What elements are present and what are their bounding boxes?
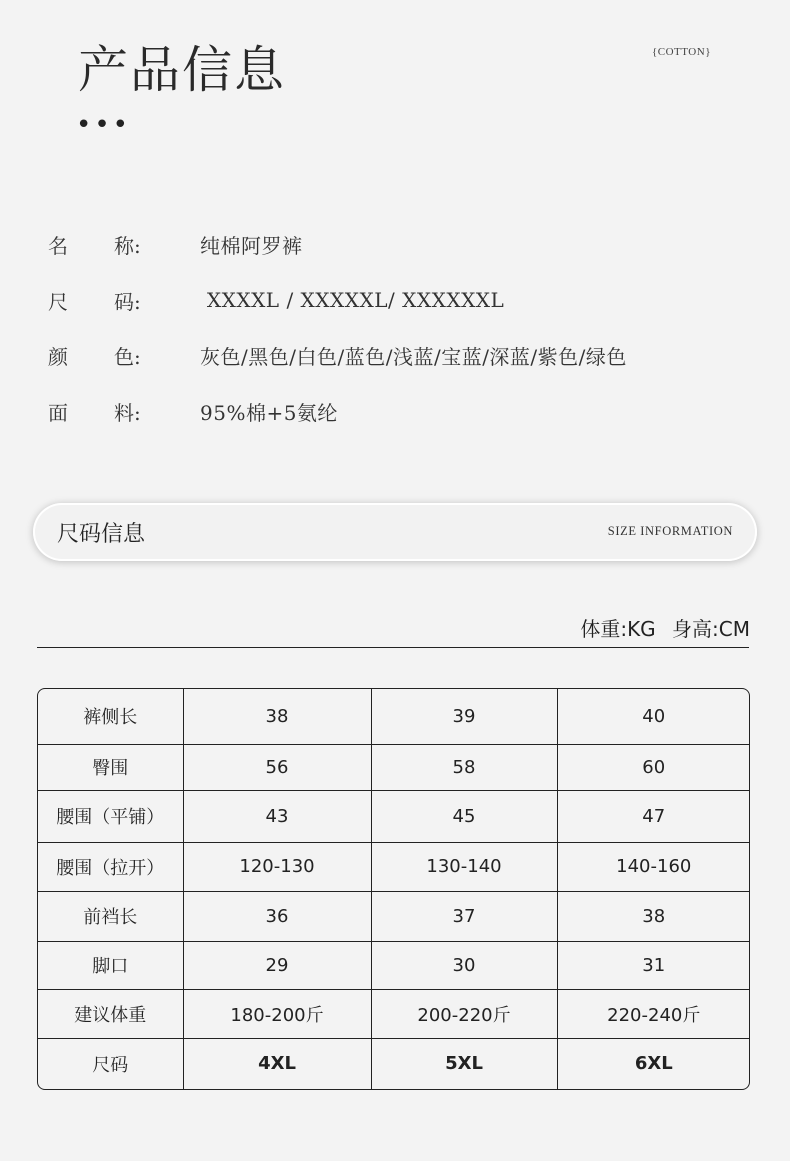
table-cell: 37 (371, 891, 557, 941)
table-row (38, 989, 750, 1038)
table-row (38, 891, 750, 941)
size-cell: 6XL (634, 1053, 673, 1075)
info-key-char: 色: (114, 344, 141, 369)
row-label: 建议体重 (38, 989, 183, 1038)
row-label: 脚口 (38, 941, 183, 989)
info-key-char: 料: (114, 400, 141, 425)
table-row (38, 790, 750, 842)
table-cell: 30 (371, 941, 557, 989)
size-cell: 4XL (183, 1038, 371, 1089)
size-cell: 5XL (371, 1038, 557, 1089)
table-cell: 56 (183, 744, 371, 790)
table-cell: 120-130 (183, 842, 371, 891)
info-value: 灰色/黑色/白色/蓝色/浅蓝/宝蓝/深蓝/紫色/绿色 (200, 344, 627, 369)
size-table (37, 688, 750, 1090)
table-cell: 40 (557, 689, 750, 744)
table-cell: 200-220斤 (371, 989, 557, 1038)
table-cell: 60 (557, 744, 750, 790)
info-key-char: 面 (48, 400, 68, 425)
table-cell: 29 (183, 941, 371, 989)
info-key-char: 码: (114, 289, 141, 314)
row-label: 臀围 (38, 744, 183, 790)
info-row-name (48, 229, 748, 259)
page-title: 产品信息 (78, 41, 286, 99)
table-cell: 180-200斤 (183, 989, 371, 1038)
units-label: 体重:KG 身高:CM (580, 617, 750, 641)
table-cell: 38 (557, 891, 750, 941)
cotton-tag: {COTTON} (652, 46, 711, 58)
info-key-char: 名 (48, 233, 68, 258)
row-label: 前裆长 (38, 891, 183, 941)
table-cell: 58 (371, 744, 557, 790)
info-value: 纯棉阿罗裤 (200, 233, 303, 258)
table-cell: 45 (371, 790, 557, 842)
table-row (38, 1038, 750, 1089)
info-key-char: 称: (114, 233, 141, 258)
table-row (38, 689, 750, 744)
table-cell: 130-140 (371, 842, 557, 891)
table-row (38, 744, 750, 790)
row-label: 腰围（平铺） (38, 790, 183, 842)
row-label: 腰围（拉开） (38, 842, 183, 891)
size-banner-subtitle: SIZE INFORMATION (607, 524, 733, 538)
table-cell: 39 (371, 689, 557, 744)
info-row-color (48, 340, 748, 370)
info-value: 95%棉+5氨纶 (200, 400, 338, 425)
row-label: 尺码 (38, 1038, 183, 1089)
size-info-banner (33, 503, 757, 561)
info-key-char: 颜 (48, 344, 68, 369)
table-cell: 47 (557, 790, 750, 842)
size-banner-title: 尺码信息 (57, 522, 146, 547)
table-row (38, 941, 750, 989)
table-cell: 43 (183, 790, 371, 842)
info-value: XXXXL / XXXXXL/ XXXXXXL (200, 288, 505, 312)
table-row (38, 842, 750, 891)
table-cell: 140-160 (557, 842, 750, 891)
table-cell: 31 (557, 941, 750, 989)
row-label: 裤侧长 (38, 689, 183, 744)
table-cell: 220-240斤 (557, 989, 750, 1038)
info-key-char: 尺 (48, 289, 68, 314)
ellipsis-decoration: ••• (76, 110, 132, 140)
table-cell: 38 (183, 689, 371, 744)
info-row-size (48, 285, 748, 315)
info-row-material (48, 396, 748, 426)
table-cell: 36 (183, 891, 371, 941)
divider (37, 647, 749, 648)
